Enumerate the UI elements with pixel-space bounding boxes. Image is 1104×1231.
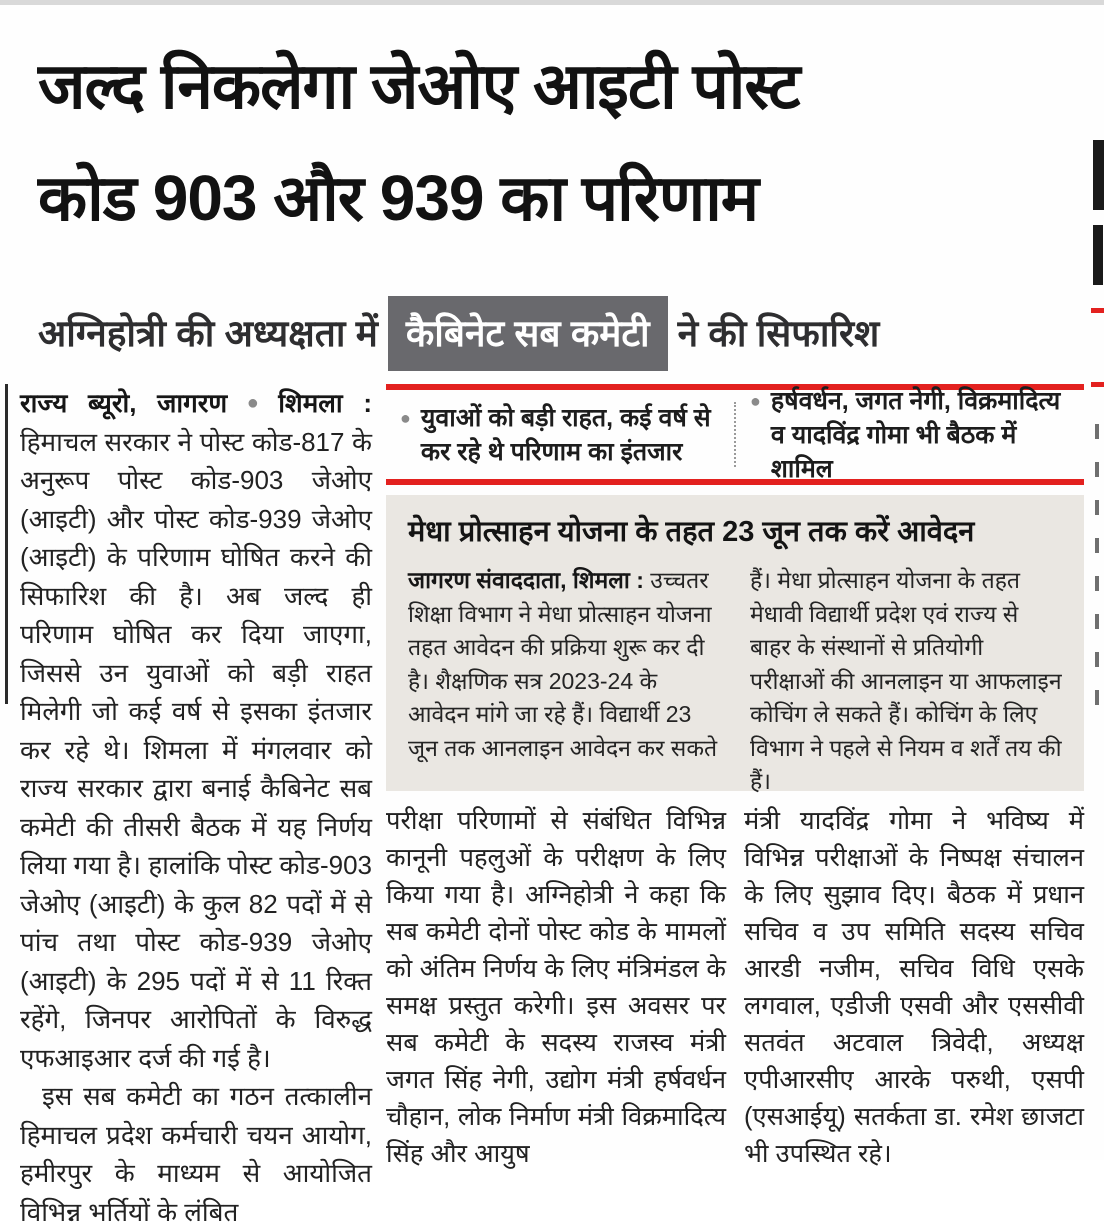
left-column-text-1: हिमाचल सरकार ने पोस्ट कोड-817 के अनुरूप पोस्ट कोड-903 जेओए (आइटी) और पोस्ट कोड-939 जेओए (आइटी) के परिणाम घोषित करने की सिफारिश की है। अब जल्द ही परिणाम घोषित कर दिया जाएगा, जिससे उन युवाओं को बड़ी राहत मिलेगी जो कई वर्ष से इसका इंतजार कर रहे थे। शिमला में मंगलवार को राज्य सरकार द्वारा बनाई कैबिनेट सब कमेटी की तीसरी बैठक में यह निर्णय लिया गया है। हालांकि पोस्ट कोड-903 जेओए (आइटी) के कुल 82 पदों में से पांच तथा पोस्ट कोड-939 जेओए (आइटी) के 295 पदों में से 11 रिक्त रहेंगे, जिनपर आरोपितों के विरुद्ध एफआइआर दर्ज की गई है। [20,426,372,1073]
adjacent-text-fragment [1095,500,1099,515]
highlight-text-2: हर्षवर्धन, जगत नेगी, विक्रमादित्य व यादविंद्र गोमा भी बैठक में शामिल [770,386,1061,483]
article-headline [38,30,1038,254]
highlights-box [386,384,1084,485]
adjacent-text-fragment [1095,690,1099,705]
continuation-columns [386,803,1084,1173]
headline-line-1: जल्द निकलेगा जेओए आइटी पोस्ट [38,50,800,122]
subheadline-highlight: कैबिनेट सब कमेटी [388,296,668,371]
adjacent-text-fragment [1095,462,1099,477]
column-divider-rule [5,384,8,704]
right-column: मंत्री यादविंद्र गोमा ने भविष्य में विभिन्न परीक्षाओं के निष्पक्ष संचालन के लिए सुझाव दिए। बैठक में प्रधान सचिव व उप समिति सदस्य सचिव आरडी नजीम, सचिव विधि एसके लगवाल, एडीजी एसवी और एससीवी सतवंत अटवाल त्रिवेदी, अध्यक्ष एपीआरसीए आरके परुथी, एसपी (एसआईयू) सतर्कता डा. रमेश छाजटा भी उपस्थित रहे। [744,807,1084,1168]
headline-line-2: कोड 903 और 939 का परिणाम [38,162,759,234]
inset-headline: मेधा प्रोत्साहन योजना के तहत 23 जून तक करें आवेदन [408,516,975,548]
adjacent-text-fragment [1095,538,1099,553]
adjacent-red-rule-fragment [1091,382,1104,387]
highlight-item-2 [736,384,1084,486]
adjacent-text-fragment [1095,424,1099,439]
adjacent-headline-fragment [1093,225,1103,285]
adjacent-red-rule-fragment [1091,308,1104,313]
dateline-bullet-icon: ● [233,392,273,414]
adjacent-text-fragment [1095,652,1099,667]
adjacent-headline-fragment [1093,140,1104,210]
left-column-text-2: इस सब कमेटी का गठन तत्कालीन हिमाचल प्रदेश कर्मचारी चयन आयोग, हमीरपुर के माध्यम से आयोजित विभिन्न भर्तियों के लंबित [20,1081,372,1227]
article-body [20,384,1084,1227]
inset-column-1 [408,564,720,799]
inset-columns [408,564,1062,799]
inset-story-panel [386,495,1084,794]
left-column-paragraph-1 [20,384,372,1077]
bullet-icon: ● [750,390,761,411]
subheadline-pre: अग्निहोत्री की अध्यक्षता में [38,313,378,354]
article-subheadline [38,296,1088,371]
adjacent-text-fragment [1095,576,1099,591]
left-column-paragraph-2 [20,1077,372,1231]
inset-text-2: हैं। मेधा प्रोत्साहन योजना के तहत मेधावी विद्यार्थी प्रदेश एवं राज्य से बाहर के संस्थानों से प्रतियोगी परीक्षाओं की आनलाइन या आफलाइन कोचिंग ले सकते हैं। कोचिंग के लिए विभाग ने पहले से नियम व शर्तें तय की हैं। [750,567,1062,794]
inset-column-2 [750,564,1062,799]
inset-dateline: जागरण संवाददाता, शिमला : [408,567,644,593]
middle-column: परीक्षा परिणामों से संबंधित विभिन्न कानूनी पहलुओं के परीक्षण के लिए किया गया है। अग्निहोत्री ने कहा कि सब कमेटी दोनों पोस्ट कोड के मामलों को अंतिम निर्णय के लिए मंत्रिमंडल के समक्ष प्रस्तुत करेगी। इस अवसर पर सब कमेटी के सदस्य राजस्व मंत्री जगत सिंह नेगी, उद्योग मंत्री हर्षवर्धन चौहान, लोक निर्माण मंत्री विक्रमादित्य सिंह और आयुष [386,807,726,1168]
subheadline-post: ने की सिफारिश [677,313,880,354]
inset-text-1: उच्चतर शिक्षा विभाग ने मेधा प्रोत्साहन योजना तहत आवेदन की प्रक्रिया शुरू कर दी है। शैक्षणिक सत्र 2023-24 के आवेदन मांगे जा रहे हैं। विद्यार्थी 23 जून तक आनलाइन आवेदन कर सकते [408,567,718,761]
left-column [20,384,372,1227]
dateline-location: शिमला : [278,388,372,418]
main-column-area [386,384,1084,1168]
adjacent-page-edge [1088,0,1104,1160]
dateline: राज्य ब्यूरो, जागरण [20,388,228,418]
highlight-item-1 [386,401,734,469]
adjacent-text-fragment [1095,614,1099,629]
scan-edge [0,0,1104,5]
bullet-icon: ● [400,407,411,428]
highlight-text-1: युवाओं को बड़ी राहत, कई वर्ष से कर रहे थे परिणाम का इंतजार [420,403,711,466]
